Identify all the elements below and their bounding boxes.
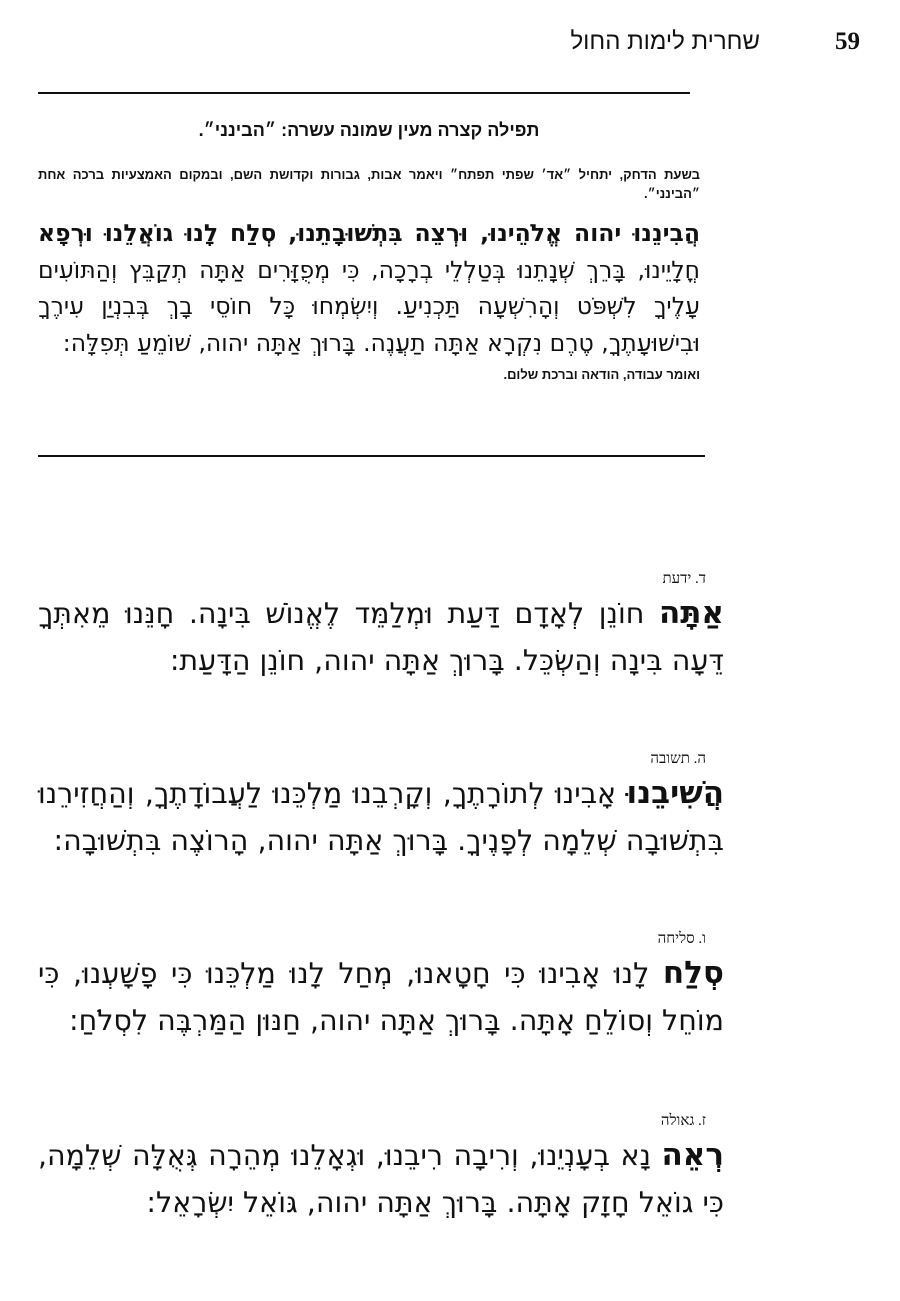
section-opener-word: הֲשִׁיבֵנוּ <box>626 775 724 811</box>
bottom-divider <box>38 455 705 457</box>
top-divider <box>38 92 690 94</box>
section-text <box>38 1132 724 1226</box>
section-body: חוֹנֵן לְאָדָם דַּעַת וּמְלַמֵּד לֶאֱנוֹשׁ בִּינָה. חָנֵּנוּ מֵאִתְּךָ דֵּעָה בִּינָה וְהַשְׂכֵּל. בָּרוּךְ אַתָּה יהוה, חוֹנֵן הַדָּעַת: <box>38 597 724 677</box>
section-label: ו. סליחה <box>657 931 706 947</box>
page-header <box>40 26 860 62</box>
section-text <box>38 590 724 684</box>
section-text <box>38 950 724 1044</box>
section-daat <box>38 568 724 684</box>
box-prayer-text <box>38 215 700 361</box>
section-opener-word: סְלַח <box>662 955 724 991</box>
section-body: אָבִינוּ לְתוֹרָתֶךָ, וְקָרְבֵנוּ מַלְכֵּנוּ לַעֲבוֹדָתֶךָ, וְהַחֲזִירֵנוּ בִּתְשׁוּבָה שְׁלֵמָה לְפָנֶיךָ. בָּרוּךְ אַתָּה יהוה, הָרוֹצֶה בִּתְשׁוּבָה: <box>38 777 724 857</box>
section-opener-word: אַתָּה <box>658 595 724 631</box>
box-prayer-body: חֳלָיֵינוּ, בָּרֵךְ שְׁנָתֵנוּ בְּטַלְלֵי בְרָכָה, כִּי מְפֻזָּרִים אַתָּה תְקַבֵּץ וְהַתּוֹעִים עָלֶיךָ לִשְׁפֹּט וְהָרִשְׁעָה תַּכְנִיעַ. וְיִשְׂמְחוּ כָּל חוֹסֵי בָךְ בְּבִנְיַן עִירֶךָ וּבִישׁוּעָתֶךָ, טֶרֶם נִקְרָא אַתָּה תַעֲנֶה. בָּרוּךְ אַתָּה יהוה, שׁוֹמֵעַ תְּפִלָּה: <box>38 255 700 357</box>
section-label: ה. תשובה <box>650 751 706 767</box>
box-heading: תפילה קצרה מעין שמונה עשרה: ״הבינני״. <box>198 120 540 140</box>
short-prayer-box <box>38 112 700 382</box>
box-prayer-opener: הֲבִינֵנוּ יהוה אֱלֹהֵינוּ, וּרְצֵה בִּתְשׁוּבָתֵנוּ, סְלַח לָנוּ גוֹאֲלֵנוּ וּרְפָא <box>38 219 700 247</box>
running-title: שחרית לימות החול <box>570 28 760 55</box>
box-instruction: בשעת הדחק, יתחיל ״אד׳ שפתי תפתח״ ויאמר אבות, גבורות וקדושת השם, ובמקום האמצעיות ברכה אחת ״הבינני״. <box>38 167 700 201</box>
section-selicha <box>38 928 724 1044</box>
section-opener-word: רְאֵה <box>661 1137 724 1173</box>
section-geula <box>38 1110 724 1226</box>
page-number: 59 <box>835 28 860 55</box>
section-body: לָנוּ אָבִינוּ כִּי חָטָאנוּ, מְחַל לָנוּ מַלְכֵּנוּ כִּי פָשָׁעְנוּ, כִּי מוֹחֵל וְסוֹלֵחַ אָתָּה. בָּרוּךְ אַתָּה יהוה, חַנּוּן הַמַּרְבֶּה לִסְלֹחַ: <box>38 957 724 1037</box>
section-label: ז. גאולה <box>660 1113 706 1129</box>
section-text <box>38 770 724 864</box>
section-teshuva <box>38 748 724 864</box>
section-body: נָא בְעָנְיֵנוּ, וְרִיבָה רִיבֵנוּ, וּגְאָלֵנוּ מְהֵרָה גְּאֻלָּה שְׁלֵמָה, כִּי גוֹאֵל חָזָק אָתָּה. בָּרוּךְ אַתָּה יהוה, גּוֹאֵל יִשְׂרָאֵל: <box>38 1139 724 1219</box>
box-closing-note: ואומר עבודה, הודאה וברכת שלום. <box>503 367 700 382</box>
section-label: ד. ידעת <box>662 571 706 587</box>
